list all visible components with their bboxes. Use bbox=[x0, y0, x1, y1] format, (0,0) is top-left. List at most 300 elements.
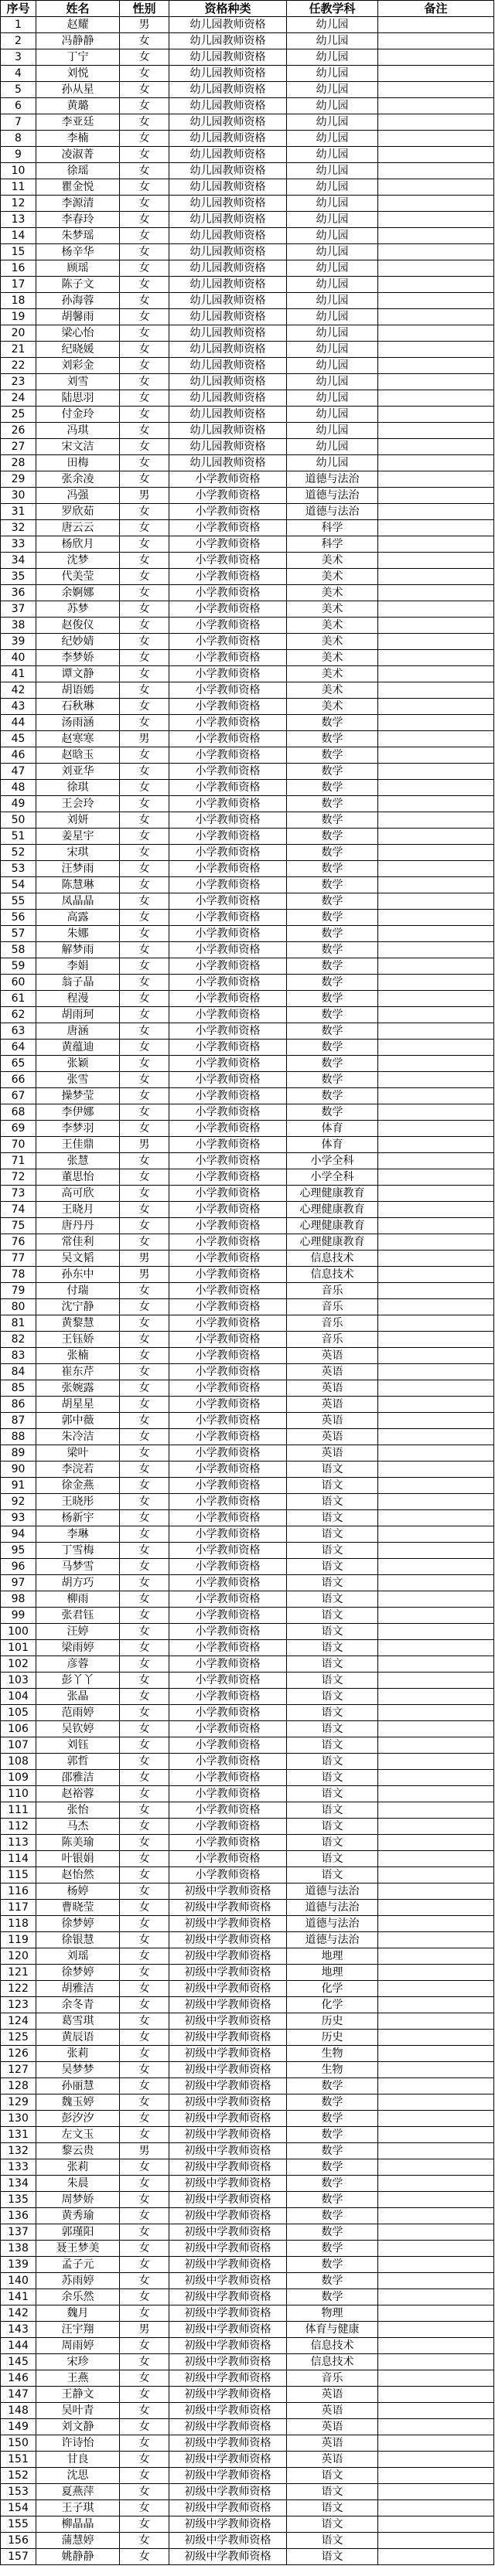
table-row bbox=[1, 1656, 494, 1673]
cell-remarks bbox=[378, 2370, 494, 2387]
table-row bbox=[1, 309, 494, 325]
cell-name: 黄璐 bbox=[36, 98, 120, 114]
cell-qualification: 小学教师资格 bbox=[169, 569, 287, 585]
cell-gender: 女 bbox=[120, 926, 169, 942]
cell-gender: 女 bbox=[120, 2192, 169, 2208]
cell-name: 刘瑶 bbox=[36, 1948, 120, 1965]
table-row bbox=[1, 2094, 494, 2111]
cell-subject: 数学 bbox=[287, 2078, 378, 2094]
cell-index: 26 bbox=[1, 423, 36, 439]
cell-qualification: 小学教师资格 bbox=[169, 1770, 287, 1786]
cell-qualification: 小学教师资格 bbox=[169, 1835, 287, 1851]
table-row bbox=[1, 1721, 494, 1737]
cell-gender: 女 bbox=[120, 1007, 169, 1023]
cell-gender: 女 bbox=[120, 66, 169, 82]
cell-qualification: 小学教师资格 bbox=[169, 1705, 287, 1721]
cell-index: 97 bbox=[1, 1575, 36, 1591]
cell-name: 陆思羽 bbox=[36, 390, 120, 407]
cell-index: 39 bbox=[1, 634, 36, 650]
cell-remarks bbox=[378, 1299, 494, 1315]
table-row bbox=[1, 2127, 494, 2143]
cell-name: 吴钦婷 bbox=[36, 1721, 120, 1737]
cell-index: 92 bbox=[1, 1494, 36, 1510]
cell-qualification: 初级中学教师资格 bbox=[169, 2500, 287, 2516]
cell-qualification: 小学教师资格 bbox=[169, 845, 287, 861]
cell-subject: 数学 bbox=[287, 958, 378, 975]
cell-gender: 女 bbox=[120, 1916, 169, 1932]
cell-gender: 女 bbox=[120, 2257, 169, 2273]
cell-gender: 女 bbox=[120, 2062, 169, 2078]
cell-gender: 女 bbox=[120, 764, 169, 780]
cell-qualification: 小学教师资格 bbox=[169, 1624, 287, 1640]
cell-qualification: 小学教师资格 bbox=[169, 1591, 287, 1608]
cell-index: 125 bbox=[1, 2030, 36, 2046]
table-row bbox=[1, 1169, 494, 1186]
cell-remarks bbox=[378, 2273, 494, 2289]
cell-qualification: 初级中学教师资格 bbox=[169, 1916, 287, 1932]
cell-subject: 数学 bbox=[287, 2127, 378, 2143]
cell-remarks bbox=[378, 82, 494, 98]
cell-subject: 幼儿园 bbox=[287, 455, 378, 471]
cell-gender: 女 bbox=[120, 569, 169, 585]
cell-subject: 幼儿园 bbox=[287, 325, 378, 342]
cell-remarks bbox=[378, 342, 494, 358]
cell-remarks bbox=[378, 1965, 494, 1981]
cell-index: 85 bbox=[1, 1380, 36, 1397]
table-row bbox=[1, 2159, 494, 2176]
cell-remarks bbox=[378, 1997, 494, 2013]
cell-remarks bbox=[378, 1884, 494, 1900]
cell-name: 解梦雨 bbox=[36, 942, 120, 958]
cell-remarks bbox=[378, 374, 494, 390]
cell-index: 59 bbox=[1, 958, 36, 975]
table-row bbox=[1, 2533, 494, 2549]
cell-qualification: 初级中学教师资格 bbox=[169, 1997, 287, 2013]
table-row bbox=[1, 2403, 494, 2419]
cell-remarks bbox=[378, 958, 494, 975]
cell-subject: 数学 bbox=[287, 1040, 378, 1056]
cell-qualification: 小学教师资格 bbox=[169, 877, 287, 893]
cell-index: 13 bbox=[1, 212, 36, 228]
table-row bbox=[1, 553, 494, 569]
cell-remarks bbox=[378, 601, 494, 618]
cell-subject: 语文 bbox=[287, 1640, 378, 1656]
cell-index: 153 bbox=[1, 2484, 36, 2500]
cell-name: 胡雨珂 bbox=[36, 1007, 120, 1023]
cell-name: 胡语嫣 bbox=[36, 682, 120, 699]
cell-subject: 美术 bbox=[287, 666, 378, 682]
cell-qualification: 小学教师资格 bbox=[169, 1202, 287, 1218]
table-row bbox=[1, 2338, 494, 2354]
cell-qualification: 初级中学教师资格 bbox=[169, 2143, 287, 2159]
cell-subject: 体育 bbox=[287, 1121, 378, 1137]
cell-remarks bbox=[378, 2435, 494, 2452]
cell-name: 黄蕴迪 bbox=[36, 1040, 120, 1056]
cell-index: 33 bbox=[1, 536, 36, 553]
cell-qualification: 幼儿园教师资格 bbox=[169, 33, 287, 49]
cell-index: 66 bbox=[1, 1072, 36, 1088]
cell-qualification: 小学教师资格 bbox=[169, 1397, 287, 1413]
cell-index: 46 bbox=[1, 747, 36, 764]
table-row bbox=[1, 2516, 494, 2533]
cell-gender: 女 bbox=[120, 439, 169, 455]
cell-index: 146 bbox=[1, 2370, 36, 2387]
cell-remarks bbox=[378, 1023, 494, 1040]
cell-name: 田梅 bbox=[36, 455, 120, 471]
cell-gender: 女 bbox=[120, 1186, 169, 1202]
cell-subject: 语文 bbox=[287, 2516, 378, 2533]
table-row bbox=[1, 2305, 494, 2322]
cell-subject: 生物 bbox=[287, 2046, 378, 2062]
cell-gender: 女 bbox=[120, 455, 169, 471]
cell-subject: 语文 bbox=[287, 2533, 378, 2549]
cell-name: 王静文 bbox=[36, 2387, 120, 2403]
cell-gender: 女 bbox=[120, 1656, 169, 1673]
cell-remarks bbox=[378, 439, 494, 455]
cell-remarks bbox=[378, 1218, 494, 1234]
cell-subject: 英语 bbox=[287, 1445, 378, 1462]
cell-name: 苏梦 bbox=[36, 601, 120, 618]
cell-index: 93 bbox=[1, 1510, 36, 1526]
cell-name: 赵耀 bbox=[36, 17, 120, 33]
cell-subject: 美术 bbox=[287, 601, 378, 618]
cell-name: 朱晨 bbox=[36, 2176, 120, 2192]
table-row bbox=[1, 877, 494, 893]
cell-index: 2 bbox=[1, 33, 36, 49]
cell-qualification: 小学教师资格 bbox=[169, 1072, 287, 1088]
cell-name: 胡雅洁 bbox=[36, 1981, 120, 1997]
cell-qualification: 初级中学教师资格 bbox=[169, 2468, 287, 2484]
cell-subject: 幼儿园 bbox=[287, 260, 378, 277]
cell-name: 顾瑶 bbox=[36, 260, 120, 277]
cell-name: 胡星星 bbox=[36, 1397, 120, 1413]
cell-remarks bbox=[378, 747, 494, 764]
cell-remarks bbox=[378, 163, 494, 179]
cell-remarks bbox=[378, 147, 494, 163]
cell-index: 34 bbox=[1, 553, 36, 569]
cell-index: 149 bbox=[1, 2419, 36, 2435]
table-row bbox=[1, 812, 494, 829]
cell-qualification: 初级中学教师资格 bbox=[169, 1981, 287, 1997]
cell-remarks bbox=[378, 699, 494, 715]
cell-name: 董思怡 bbox=[36, 1169, 120, 1186]
cell-index: 132 bbox=[1, 2143, 36, 2159]
cell-remarks bbox=[378, 2516, 494, 2533]
cell-name: 张颖 bbox=[36, 1056, 120, 1072]
cell-gender: 女 bbox=[120, 699, 169, 715]
cell-remarks bbox=[378, 293, 494, 309]
cell-name: 王晓彤 bbox=[36, 1494, 120, 1510]
cell-gender: 男 bbox=[120, 2143, 169, 2159]
cell-qualification: 初级中学教师资格 bbox=[169, 2516, 287, 2533]
cell-name: 张婉露 bbox=[36, 1380, 120, 1397]
cell-index: 77 bbox=[1, 1251, 36, 1267]
cell-name: 王会玲 bbox=[36, 796, 120, 812]
cell-name: 王燕 bbox=[36, 2370, 120, 2387]
cell-gender: 女 bbox=[120, 2176, 169, 2192]
cell-name: 吴叶青 bbox=[36, 2403, 120, 2419]
cell-qualification: 小学教师资格 bbox=[169, 1348, 287, 1364]
cell-gender: 女 bbox=[120, 1494, 169, 1510]
cell-gender: 女 bbox=[120, 390, 169, 407]
table-row bbox=[1, 488, 494, 504]
cell-qualification: 初级中学教师资格 bbox=[169, 2354, 287, 2370]
cell-subject: 数学 bbox=[287, 2208, 378, 2224]
cell-gender: 女 bbox=[120, 910, 169, 926]
cell-remarks bbox=[378, 1040, 494, 1056]
cell-gender: 女 bbox=[120, 131, 169, 147]
cell-gender: 女 bbox=[120, 1640, 169, 1656]
cell-qualification: 小学教师资格 bbox=[169, 1608, 287, 1624]
cell-subject: 道德与法治 bbox=[287, 471, 378, 488]
table-row bbox=[1, 2354, 494, 2370]
cell-name: 汪宇翔 bbox=[36, 2322, 120, 2338]
cell-name: 王钰娇 bbox=[36, 1332, 120, 1348]
cell-name: 冯强 bbox=[36, 488, 120, 504]
cell-gender: 女 bbox=[120, 2549, 169, 2565]
cell-qualification: 小学教师资格 bbox=[169, 796, 287, 812]
cell-qualification: 初级中学教师资格 bbox=[169, 1932, 287, 1948]
table-row bbox=[1, 1754, 494, 1770]
cell-index: 130 bbox=[1, 2111, 36, 2127]
cell-remarks bbox=[378, 910, 494, 926]
cell-name: 余婀娜 bbox=[36, 585, 120, 601]
cell-index: 114 bbox=[1, 1851, 36, 1867]
cell-remarks bbox=[378, 1673, 494, 1689]
cell-qualification: 幼儿园教师资格 bbox=[169, 17, 287, 33]
table-row bbox=[1, 1494, 494, 1510]
cell-gender: 女 bbox=[120, 1819, 169, 1835]
cell-gender: 女 bbox=[120, 471, 169, 488]
cell-subject: 美术 bbox=[287, 585, 378, 601]
cell-gender: 女 bbox=[120, 98, 169, 114]
cell-remarks bbox=[378, 715, 494, 731]
cell-remarks bbox=[378, 2257, 494, 2273]
cell-qualification: 初级中学教师资格 bbox=[169, 2062, 287, 2078]
table-row bbox=[1, 2208, 494, 2224]
cell-subject: 音乐 bbox=[287, 1315, 378, 1332]
cell-qualification: 幼儿园教师资格 bbox=[169, 212, 287, 228]
cell-qualification: 小学教师资格 bbox=[169, 666, 287, 682]
cell-gender: 男 bbox=[120, 1251, 169, 1267]
cell-subject: 数学 bbox=[287, 829, 378, 845]
cell-index: 101 bbox=[1, 1640, 36, 1656]
cell-remarks bbox=[378, 1413, 494, 1429]
cell-remarks bbox=[378, 1981, 494, 1997]
cell-remarks bbox=[378, 1072, 494, 1088]
cell-index: 108 bbox=[1, 1754, 36, 1770]
cell-index: 69 bbox=[1, 1121, 36, 1137]
table-row bbox=[1, 1900, 494, 1916]
cell-name: 张怡 bbox=[36, 1802, 120, 1819]
table-row bbox=[1, 1526, 494, 1543]
table-row bbox=[1, 1104, 494, 1121]
header-qualification: 资格种类 bbox=[169, 1, 287, 17]
cell-gender: 女 bbox=[120, 1462, 169, 1478]
cell-gender: 女 bbox=[120, 407, 169, 423]
cell-subject: 语文 bbox=[287, 1867, 378, 1884]
cell-name: 刘亚华 bbox=[36, 764, 120, 780]
cell-index: 32 bbox=[1, 520, 36, 536]
cell-gender: 女 bbox=[120, 2030, 169, 2046]
table-row bbox=[1, 731, 494, 747]
cell-index: 28 bbox=[1, 455, 36, 471]
cell-remarks bbox=[378, 2549, 494, 2565]
cell-name: 张君钰 bbox=[36, 1608, 120, 1624]
cell-gender: 女 bbox=[120, 2403, 169, 2419]
cell-subject: 幼儿园 bbox=[287, 358, 378, 374]
table-row bbox=[1, 1445, 494, 1462]
cell-remarks bbox=[378, 1137, 494, 1153]
cell-name: 孙从星 bbox=[36, 82, 120, 98]
cell-name: 甘良 bbox=[36, 2452, 120, 2468]
cell-subject: 数学 bbox=[287, 2143, 378, 2159]
cell-index: 10 bbox=[1, 163, 36, 179]
cell-index: 99 bbox=[1, 1608, 36, 1624]
table-row bbox=[1, 1689, 494, 1705]
cell-gender: 女 bbox=[120, 747, 169, 764]
cell-index: 80 bbox=[1, 1299, 36, 1315]
cell-name: 吴文韬 bbox=[36, 1251, 120, 1267]
cell-name: 彭丫丫 bbox=[36, 1673, 120, 1689]
cell-qualification: 初级中学教师资格 bbox=[169, 2403, 287, 2419]
cell-subject: 幼儿园 bbox=[287, 407, 378, 423]
cell-gender: 女 bbox=[120, 1673, 169, 1689]
cell-name: 徐瑶 bbox=[36, 163, 120, 179]
cell-name: 李娟 bbox=[36, 958, 120, 975]
table-row bbox=[1, 325, 494, 342]
cell-name: 王子琪 bbox=[36, 2500, 120, 2516]
cell-qualification: 初级中学教师资格 bbox=[169, 2192, 287, 2208]
table-row bbox=[1, 1851, 494, 1867]
cell-name: 葛雪琪 bbox=[36, 2013, 120, 2030]
cell-qualification: 幼儿园教师资格 bbox=[169, 439, 287, 455]
table-row bbox=[1, 1981, 494, 1997]
cell-qualification: 小学教师资格 bbox=[169, 1819, 287, 1835]
cell-name: 孙东中 bbox=[36, 1267, 120, 1283]
cell-remarks bbox=[378, 585, 494, 601]
cell-name: 吴梦梦 bbox=[36, 2062, 120, 2078]
cell-subject: 道德与法治 bbox=[287, 488, 378, 504]
cell-gender: 女 bbox=[120, 845, 169, 861]
cell-remarks bbox=[378, 666, 494, 682]
table-row bbox=[1, 861, 494, 877]
cell-remarks bbox=[378, 2078, 494, 2094]
table-row bbox=[1, 1867, 494, 1884]
cell-name: 杨欣月 bbox=[36, 536, 120, 553]
cell-remarks bbox=[378, 1462, 494, 1478]
cell-index: 113 bbox=[1, 1835, 36, 1851]
cell-subject: 科学 bbox=[287, 520, 378, 536]
table-row bbox=[1, 471, 494, 488]
cell-gender: 女 bbox=[120, 2127, 169, 2143]
table-row bbox=[1, 49, 494, 66]
cell-index: 43 bbox=[1, 699, 36, 715]
cell-qualification: 初级中学教师资格 bbox=[169, 2078, 287, 2094]
cell-subject: 语文 bbox=[287, 1591, 378, 1608]
cell-qualification: 幼儿园教师资格 bbox=[169, 147, 287, 163]
cell-remarks bbox=[378, 2143, 494, 2159]
cell-index: 27 bbox=[1, 439, 36, 455]
cell-index: 48 bbox=[1, 780, 36, 796]
table-row bbox=[1, 98, 494, 114]
cell-subject: 语文 bbox=[287, 2484, 378, 2500]
table-row bbox=[1, 569, 494, 585]
table-row bbox=[1, 2143, 494, 2159]
cell-index: 44 bbox=[1, 715, 36, 731]
cell-subject: 地理 bbox=[287, 1965, 378, 1981]
cell-subject: 心理健康教育 bbox=[287, 1202, 378, 1218]
cell-name: 赵裕蓉 bbox=[36, 1786, 120, 1802]
cell-qualification: 初级中学教师资格 bbox=[169, 2159, 287, 2176]
table-row bbox=[1, 2176, 494, 2192]
cell-gender: 女 bbox=[120, 2224, 169, 2241]
cell-name: 沈宁静 bbox=[36, 1299, 120, 1315]
cell-name: 胡馨雨 bbox=[36, 309, 120, 325]
cell-subject: 语文 bbox=[287, 1462, 378, 1478]
cell-remarks bbox=[378, 1251, 494, 1267]
cell-gender: 女 bbox=[120, 991, 169, 1007]
cell-gender: 女 bbox=[120, 1104, 169, 1121]
cell-gender: 女 bbox=[120, 33, 169, 49]
table-row bbox=[1, 634, 494, 650]
cell-name: 汪婷 bbox=[36, 1624, 120, 1640]
cell-qualification: 小学教师资格 bbox=[169, 812, 287, 829]
cell-subject: 幼儿园 bbox=[287, 114, 378, 131]
table-row bbox=[1, 17, 494, 33]
cell-subject: 英语 bbox=[287, 2435, 378, 2452]
cell-gender: 女 bbox=[120, 2370, 169, 2387]
table-row bbox=[1, 163, 494, 179]
cell-index: 38 bbox=[1, 618, 36, 634]
cell-gender: 女 bbox=[120, 1575, 169, 1591]
table-row bbox=[1, 114, 494, 131]
cell-subject: 语文 bbox=[287, 1608, 378, 1624]
cell-gender: 女 bbox=[120, 1072, 169, 1088]
cell-remarks bbox=[378, 488, 494, 504]
cell-index: 109 bbox=[1, 1770, 36, 1786]
cell-remarks bbox=[378, 2224, 494, 2241]
cell-subject: 英语 bbox=[287, 2403, 378, 2419]
table-row bbox=[1, 585, 494, 601]
cell-subject: 语文 bbox=[287, 1835, 378, 1851]
cell-remarks bbox=[378, 66, 494, 82]
cell-index: 64 bbox=[1, 1040, 36, 1056]
cell-index: 96 bbox=[1, 1559, 36, 1575]
table-row bbox=[1, 1640, 494, 1656]
cell-subject: 数学 bbox=[287, 2241, 378, 2257]
cell-gender: 女 bbox=[120, 1932, 169, 1948]
cell-qualification: 小学教师资格 bbox=[169, 471, 287, 488]
cell-index: 8 bbox=[1, 131, 36, 147]
cell-remarks bbox=[378, 1007, 494, 1023]
cell-name: 李梦羽 bbox=[36, 1121, 120, 1137]
table-row bbox=[1, 504, 494, 520]
cell-remarks bbox=[378, 553, 494, 569]
cell-gender: 女 bbox=[120, 1202, 169, 1218]
cell-name: 梁雨婷 bbox=[36, 1640, 120, 1656]
cell-remarks bbox=[378, 893, 494, 910]
cell-subject: 语文 bbox=[287, 1510, 378, 1526]
cell-name: 王佳鼎 bbox=[36, 1137, 120, 1153]
cell-remarks bbox=[378, 1656, 494, 1673]
cell-gender: 女 bbox=[120, 1981, 169, 1997]
cell-gender: 女 bbox=[120, 1332, 169, 1348]
cell-remarks bbox=[378, 471, 494, 488]
cell-qualification: 小学教师资格 bbox=[169, 1867, 287, 1884]
cell-subject: 体育 bbox=[287, 1137, 378, 1153]
cell-name: 梁心怡 bbox=[36, 325, 120, 342]
